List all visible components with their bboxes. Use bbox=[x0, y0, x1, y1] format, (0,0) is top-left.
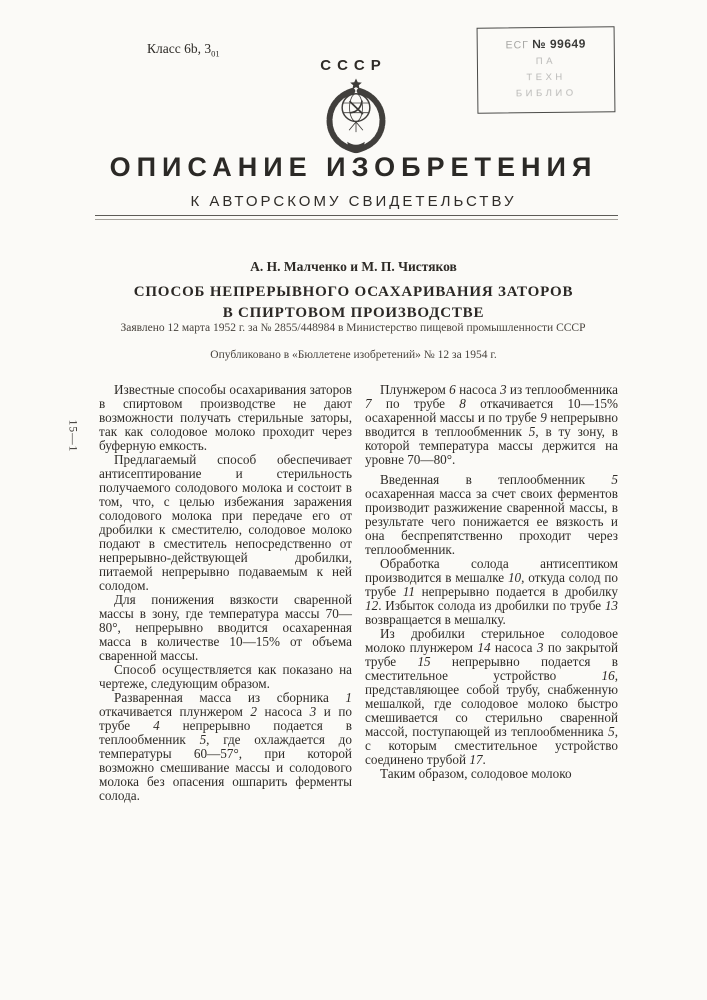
paragraph: Предлагаемый способ обеспечивает антисептирование и стерильность получаемого солодового молока и состоит в том, что, с целью избежания заражения солодового молока при передаче его от дробилки к сместителю, солодовое молоко подают в сместитель непосредственно от непрерывно-действующей дробилки, питаемой непрерывно подаваемым к ней солодом. bbox=[99, 452, 352, 593]
stamp-number-line bbox=[478, 36, 614, 51]
star-icon bbox=[350, 79, 362, 90]
paragraph: Разваренная масса из сборника 1 откачивается плунжером 2 насоса 3 и по трубе 4 непрерывно подается в теплообменник 5, где охлаждается до температуры 60—57°, при которой возможно смешивание массы и солодового молока без опасения ошпарить ферменты солода. bbox=[99, 690, 352, 803]
stamp-text-line: ТЕХН bbox=[526, 71, 566, 84]
document-title: ОПИСАНИЕ ИЗОБРЕТЕНИЯ bbox=[109, 152, 598, 182]
paragraph: Обработка солода антисептиком производится в мешалке 10, откуда солод по трубе 11 непрерывно подается в дробилку 12. Избыток солода из дробилки по трубе 13 возвращается в мешалку. bbox=[365, 556, 618, 627]
divider-rule bbox=[95, 215, 618, 220]
invention-title bbox=[0, 282, 707, 324]
paragraph: Из дробилки стерильное солодовое молоко плунжером 14 насоса 3 по закрытой трубе 15 непрерывно подается в сместительное устройство 16, представляющее собой трубу, снабженную мешалкой, где солодовое молоко быстро смешивается со стерильно сваренной массой, поступающей из теплообменника 5, с которым сместительное устройство соединено трубой 17. bbox=[365, 626, 618, 767]
stamp-text-line: БИБЛИО bbox=[515, 87, 577, 100]
stamp-prefix: ЕСГ bbox=[505, 39, 529, 52]
filing-info: Заявлено 12 марта 1952 г. за № 2855/448984 в Министерство пищевой промышленности СССР bbox=[120, 322, 586, 334]
class-label-text: Класс 6b, 3 bbox=[147, 41, 212, 56]
invention-title-line2: В СПИРТОВОМ ПРОИЗВОДСТВЕ bbox=[222, 305, 485, 321]
side-margin-mark: 15—1 bbox=[66, 419, 79, 453]
ussr-coat-of-arms-icon bbox=[320, 76, 392, 154]
paragraph: Введенная в теплообменник 5 осахаренная масса за счет своих ферментов производит разжижение сваренной массы, в результате чего понижается ее вязкость и она беспрепятственно проходит через теплообменник. bbox=[365, 472, 618, 557]
body-columns bbox=[99, 383, 618, 803]
paragraph: Для понижения вязкости сваренной массы в зону, где температура массы 70—80°, непрерывно вводится осахаренная масса в количестве 10—15% от объема сваренной массы. bbox=[99, 592, 352, 663]
authors-line: А. Н. Малченко и М. П. Чистяков bbox=[250, 259, 457, 274]
library-stamp bbox=[477, 26, 616, 113]
left-column bbox=[99, 383, 352, 803]
paragraph: Таким образом, солодовое молоко bbox=[380, 766, 572, 781]
document-subtitle: К АВТОРСКОМУ СВИДЕТЕЛЬСТВУ bbox=[190, 193, 517, 210]
stamp-number: № 99649 bbox=[532, 36, 586, 52]
paragraph: Способ осуществляется как показано на чертеже, следующим образом. bbox=[99, 662, 352, 691]
invention-title-line1: СПОСОБ НЕПРЕРЫВНОГО ОСАХАРИВАНИЯ ЗАТОРОВ bbox=[133, 284, 574, 300]
stamp-text-line: ПА bbox=[535, 55, 557, 68]
class-label-subscript: 01 bbox=[211, 48, 220, 59]
right-column bbox=[365, 383, 618, 803]
country-label: СССР bbox=[320, 57, 387, 74]
paragraph: Плунжером 6 насоса 3 из теплообменника 7 по трубе 8 откачивается 10—15% осахаренной массы и по трубе 9 непрерывно вводится в теплообменник 5, в ту зону, в которой температура массы держится на уровне 70—80°. bbox=[365, 382, 619, 467]
publication-info: Опубликовано в «Бюллетене изобретений» № 12 за 1954 г. bbox=[210, 349, 497, 361]
paragraph: Известные способы осахаривания заторов в спиртовом производстве не дают возможности получать стерильные заторы, так как солодовое молоко проходит через буферную емкость. bbox=[99, 382, 352, 453]
